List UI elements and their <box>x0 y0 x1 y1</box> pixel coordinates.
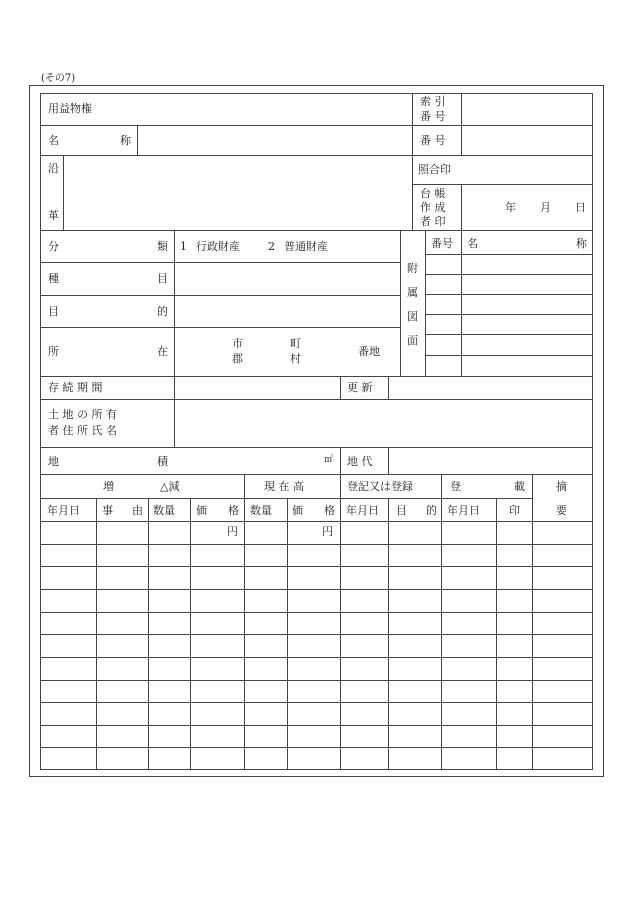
yen-unit-1: 円 <box>227 525 238 538</box>
kind-label-2: 目 <box>157 272 168 285</box>
renewal-field[interactable] <box>389 377 591 398</box>
area-label-1: 地 <box>48 455 59 468</box>
yen-unit-2: 円 <box>322 525 333 538</box>
location-village: 村 <box>290 352 301 365</box>
class-label-2: 類 <box>157 240 168 253</box>
name-label-2: 称 <box>120 134 131 147</box>
col-price-current-1: 価 <box>292 504 303 517</box>
purpose-field[interactable] <box>175 296 399 326</box>
class-option-1-number: 1 <box>180 240 187 253</box>
col-seal: 印 <box>509 504 520 517</box>
col-reason-2: 由 <box>132 504 143 517</box>
history-label-top: 沿 <box>48 162 59 175</box>
purpose-label-1: 目 <box>48 305 59 318</box>
location-lot: 番地 <box>358 345 380 358</box>
area-label-2: 積 <box>157 455 168 468</box>
date-day: 日 <box>575 201 586 214</box>
ledger-remarks-2: 要 <box>556 504 567 517</box>
attached-col-name-1: 名 <box>467 237 478 250</box>
attached-col-name-2: 称 <box>576 237 587 250</box>
rent-label: 地 代 <box>347 455 373 468</box>
owner-field[interactable] <box>175 400 591 446</box>
history-label-bottom: 革 <box>48 209 59 222</box>
purpose-label-2: 的 <box>157 305 168 318</box>
ledger-current: 現 在 高 <box>264 480 304 493</box>
ledger-registration: 登記又は登録 <box>347 480 413 493</box>
ledger-entry-1: 登 <box>450 480 461 493</box>
index-number-label-2: 番 号 <box>420 110 446 123</box>
ledger-table-body[interactable] <box>41 522 592 769</box>
form-caption: (その7) <box>41 73 76 84</box>
attached-label-4: 面 <box>407 334 418 347</box>
col-registration-date: 年月日 <box>346 504 379 517</box>
col-price-current-2: 格 <box>324 504 335 517</box>
location-town: 町 <box>290 337 301 350</box>
area-unit: ㎡ <box>324 455 334 465</box>
col-purpose-2: 的 <box>426 504 437 517</box>
ledger-decrease: △減 <box>160 480 180 493</box>
ledger-creator-label-1: 台 帳 <box>420 187 446 200</box>
col-date: 年月日 <box>47 504 80 517</box>
index-number-field[interactable] <box>462 94 591 124</box>
rent-field[interactable] <box>389 448 591 473</box>
location-label-1: 所 <box>48 345 59 358</box>
stamp-label: 照合印 <box>418 163 451 176</box>
name-field[interactable] <box>138 126 411 154</box>
form-title: 用益物権 <box>48 102 92 115</box>
duration-label: 存 続 期 間 <box>48 381 103 394</box>
col-price-2: 格 <box>228 504 239 517</box>
location-county: 郡 <box>232 352 243 365</box>
index-number-label-1: 索 引 <box>420 95 446 108</box>
owner-label-1: 土 地 の 所 有 <box>48 408 117 421</box>
ledger-remarks-1: 摘 <box>556 480 567 493</box>
date-year: 年 <box>505 201 516 214</box>
attached-label-2: 属 <box>407 286 418 299</box>
location-city: 市 <box>232 337 243 350</box>
col-quantity-current: 数量 <box>250 504 272 517</box>
class-option-2-number: 2 <box>268 240 275 253</box>
col-price-1: 価 <box>196 504 207 517</box>
date-month: 月 <box>540 201 551 214</box>
col-entry-date: 年月日 <box>447 504 480 517</box>
attached-col-number: 番号 <box>431 237 453 250</box>
kind-field[interactable] <box>175 263 399 294</box>
kind-label-1: 種 <box>48 272 59 285</box>
renewal-label: 更 新 <box>347 381 373 394</box>
class-option-2[interactable]: 普通財産 <box>284 240 328 253</box>
ledger-entry-2: 載 <box>514 480 525 493</box>
location-label-2: 在 <box>157 345 168 358</box>
duration-field[interactable] <box>175 377 339 398</box>
col-reason-1: 事 <box>102 504 113 517</box>
name-label-1: 名 <box>48 134 59 147</box>
stamp-field[interactable] <box>462 156 591 183</box>
col-purpose-1: 目 <box>396 504 407 517</box>
class-option-1[interactable]: 行政財産 <box>196 240 240 253</box>
number-field[interactable] <box>462 126 591 154</box>
history-field[interactable] <box>64 156 411 229</box>
col-quantity: 数量 <box>153 504 175 517</box>
ledger-creator-label-2: 作 成 <box>420 201 446 214</box>
ledger-creator-label-3: 者 印 <box>420 215 446 228</box>
number-label: 番 号 <box>420 134 446 147</box>
ledger-increase: 増 <box>103 480 114 493</box>
owner-label-2: 者 住 所 氏 名 <box>48 424 117 437</box>
class-label-1: 分 <box>48 240 59 253</box>
attached-label-3: 図 <box>407 310 418 323</box>
attached-label-1: 附 <box>407 262 418 275</box>
